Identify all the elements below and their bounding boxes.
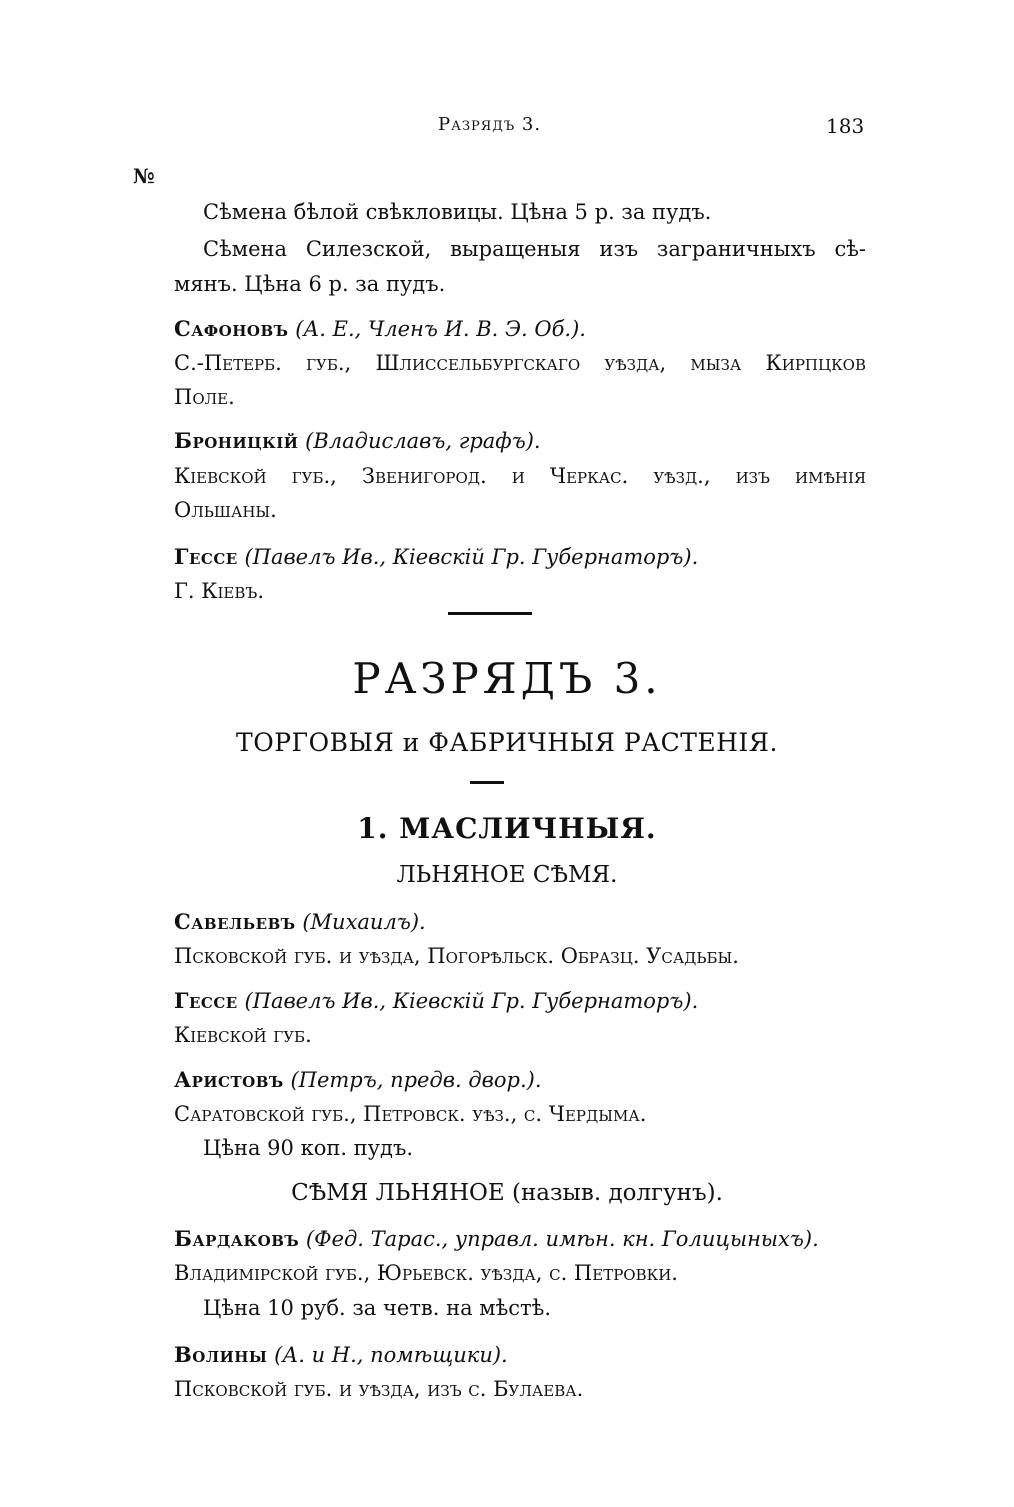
- entry-name: Волины: [174, 1342, 268, 1367]
- entry-heading: [174, 544, 698, 570]
- entry-heading: [174, 988, 698, 1014]
- entry-address: Псковской губ. и уѣзда, изъ с. Булаева.: [174, 1377, 584, 1401]
- entry-address: Владимірской губ., Юрьевск. уѣзда, с. Петровки.: [174, 1261, 678, 1285]
- section-title: РАЗРЯДЪ 3.: [352, 654, 662, 703]
- entry-price: Цѣна 90 коп. пудъ.: [203, 1136, 413, 1160]
- entry-address: Ольшаны.: [174, 498, 277, 522]
- subgroup-title: СѢМЯ ЛЬНЯНОЕ (назыв. долгунъ).: [291, 1180, 723, 1206]
- running-title: Разрядъ 3.: [438, 114, 542, 135]
- page-number: 183: [826, 114, 865, 138]
- entry-heading: [174, 1226, 819, 1252]
- entry-desc: (Петръ, предв. двор.).: [290, 1068, 542, 1092]
- entry-desc: (А. и Н., помѣщики).: [274, 1343, 508, 1367]
- entry-heading: [174, 1067, 542, 1093]
- short-divider: [470, 781, 504, 784]
- text-line: Сѣмена Силезской, выращеныя изъ заграничныхъ сѣ-: [203, 237, 866, 261]
- numero-sign: №: [133, 164, 155, 188]
- text-line: Сѣмена бѣлой свѣкловицы. Цѣна 5 р. за пудъ.: [203, 200, 712, 224]
- entry-price: Цѣна 10 руб. за четв. на мѣстѣ.: [203, 1296, 552, 1320]
- group-title: 1. МАСЛИЧНЫЯ.: [357, 812, 657, 845]
- section-divider: [448, 612, 532, 615]
- entry-address: Поле.: [174, 385, 235, 409]
- entry-address: Псковской губ. и уѣзда, Погорѣльск. Образц. Усадьбы.: [174, 944, 739, 968]
- entry-heading: [174, 1342, 508, 1368]
- entry-address: С.-Петерб. губ., Шлиссельбургскаго уѣзда, мыза Кирпцков: [174, 351, 866, 375]
- entry-heading: [174, 909, 426, 935]
- entry-name: Гессе: [174, 988, 238, 1013]
- entry-desc: (А. Е., Членъ И. В. Э. Об.).: [295, 317, 586, 341]
- entry-desc: (Фед. Тарас., управл. имѣн. кн. Голицыныхъ).: [305, 1227, 819, 1251]
- entry-name: Бардаковъ: [174, 1226, 300, 1251]
- entry-name: Савельевъ: [174, 909, 296, 934]
- section-subtitle: ТОРГОВЫЯ и ФАБРИЧНЫЯ РАСТЕНІЯ.: [236, 728, 778, 757]
- entry-name: Сафоновъ: [174, 316, 289, 341]
- entry-address: Г. Кіевъ.: [174, 579, 264, 603]
- entry-name: Гессе: [174, 544, 238, 569]
- entry-name: Броницкій: [174, 428, 299, 453]
- entry-desc: (Владиславъ, графъ).: [305, 429, 541, 453]
- entry-heading: [174, 428, 541, 454]
- entry-desc: (Михаилъ).: [302, 910, 426, 934]
- entry-desc: (Павелъ Ив., Кіевскій Гр. Губернаторъ).: [244, 989, 699, 1013]
- entry-desc: (Павелъ Ив., Кіевскій Гр. Губернаторъ).: [244, 545, 699, 569]
- entry-name: Аристовъ: [174, 1067, 284, 1092]
- text-line: мянъ. Цѣна 6 р. за пудъ.: [174, 272, 446, 296]
- entry-heading: [174, 316, 586, 342]
- entry-address: Кіевской губ.: [174, 1023, 312, 1047]
- entry-address: Кіевской губ., Звенигород. и Черкас. уѣзд., изъ имѣнія: [174, 464, 866, 488]
- entry-address: Саратовской губ., Петровск. уѣз., с. Чердыма.: [174, 1102, 647, 1126]
- subgroup-title: ЛЬНЯНОЕ СѢМЯ.: [396, 862, 618, 888]
